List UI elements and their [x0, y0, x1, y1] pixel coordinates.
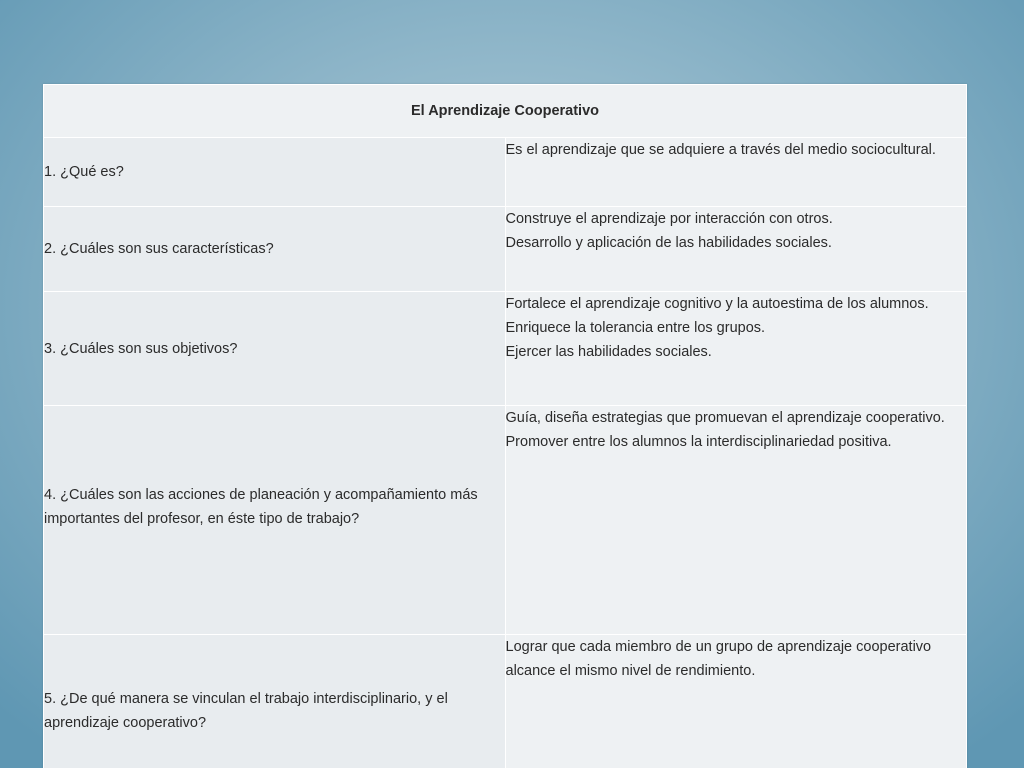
question-cell: 1. ¿Qué es? — [44, 138, 506, 207]
table-row — [44, 138, 967, 207]
table-row — [44, 207, 967, 292]
table-title: El Aprendizaje Cooperativo — [44, 85, 967, 138]
answer-cell — [505, 406, 967, 635]
answer-line: Desarrollo y aplicación de las habilidades sociales. — [505, 235, 832, 251]
answer-line: Ejercer las habilidades sociales. — [505, 344, 712, 360]
answer-cell — [505, 138, 967, 207]
question-cell: 3. ¿Cuáles son sus objetivos? — [44, 292, 506, 406]
answer-line: Lograr que cada miembro de un grupo de aprendizaje cooperativo alcance el mismo nivel de rendimiento. — [505, 639, 932, 679]
answer-line: Es el aprendizaje que se adquiere a través del medio sociocultural. — [505, 142, 936, 158]
answer-cell — [505, 635, 967, 768]
answer-line: Enriquece la tolerancia entre los grupos. — [505, 320, 766, 336]
cooperative-learning-table — [43, 84, 967, 768]
answer-cell — [505, 207, 967, 292]
answer-line: Promover entre los alumnos la interdisciplinariedad positiva. — [505, 434, 892, 450]
table-row — [44, 292, 967, 406]
answer-line: Guía, diseña estrategias que promuevan el aprendizaje cooperativo. — [505, 410, 945, 426]
question-cell: 5. ¿De qué manera se vinculan el trabajo interdisciplinario, y el aprendizaje cooperativo? — [44, 635, 506, 768]
question-cell: 2. ¿Cuáles son sus características? — [44, 207, 506, 292]
answer-line: Construye el aprendizaje por interacción con otros. — [505, 211, 833, 227]
answer-line: Fortalece el aprendizaje cognitivo y la autoestima de los alumnos. — [505, 296, 929, 312]
answer-cell — [505, 292, 967, 406]
table-header-row — [44, 85, 967, 138]
table-row — [44, 406, 967, 635]
question-cell: 4. ¿Cuáles son las acciones de planeación y acompañamiento más importantes del profesor, en éste tipo de trabajo? — [44, 406, 506, 635]
table-row — [44, 635, 967, 768]
